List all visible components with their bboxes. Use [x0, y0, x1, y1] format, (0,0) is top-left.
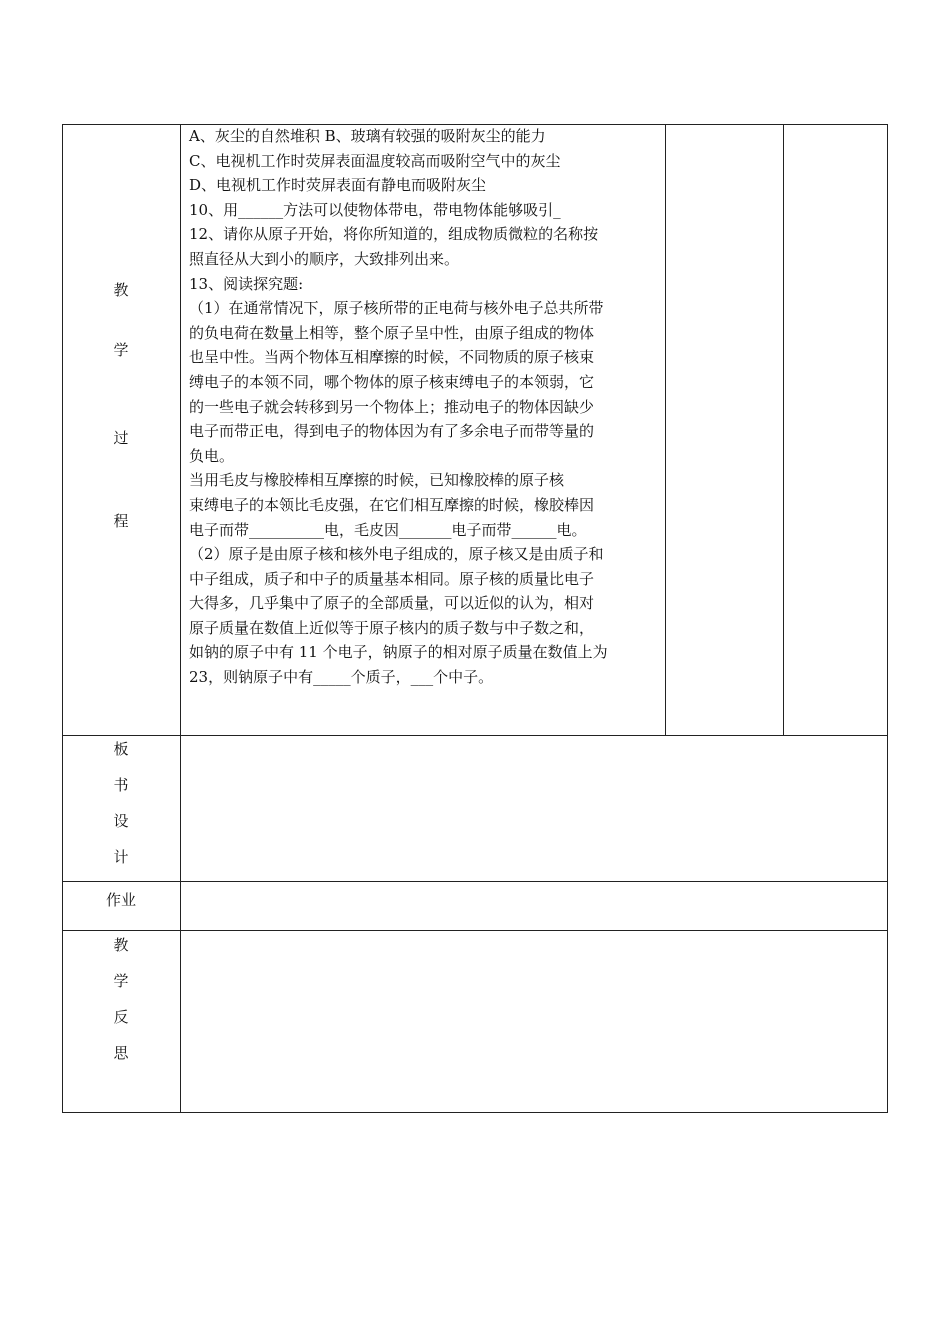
board-label-char-4: 计: [113, 848, 129, 866]
table-divider-homework: [62, 930, 888, 931]
process-label-char-1: 教: [113, 281, 129, 299]
table-border-bottom: [62, 1112, 888, 1113]
content-line-18: （2）原子是由原子核和核外电子组成的，原子核又是由质子和: [189, 545, 604, 564]
table-border-right: [887, 124, 888, 1113]
content-line-4: 10、用______方法可以使物体带电，带电物体能够吸引_: [189, 200, 561, 219]
reflection-label-char-2: 学: [113, 972, 129, 990]
content-line-11: 缚电子的本领不同，哪个物体的原子核束缚电子的本领弱，它: [189, 372, 595, 391]
reflection-label-char-4: 思: [113, 1044, 129, 1062]
process-label-char-2: 学: [113, 341, 129, 359]
content-line-13: 电子而带正电，得到电子的物体因为有了多余电子而带等量的: [189, 422, 595, 441]
table-label-column-divider: [180, 124, 181, 1113]
reflection-label-char-1: 教: [113, 936, 129, 954]
content-line-8: （1）在通常情况下，原子核所带的正电荷与核外电子总共所带: [189, 299, 604, 318]
board-label-char-3: 设: [113, 812, 129, 830]
process-content: [189, 124, 667, 690]
content-line-16: 束缚电子的本领比毛皮强，在它们相互摩擦的时候，橡胶棒因: [189, 495, 595, 514]
content-line-10: 也呈中性。当两个物体互相摩擦的时候，不同物质的原子核束: [189, 348, 595, 367]
content-line-7: 13、阅读探究题:: [189, 274, 304, 293]
content-line-23: 23，则钠原子中有_____个质子，___个中子。: [189, 668, 494, 687]
table-border-left: [62, 124, 63, 1113]
content-line-3: D、电视机工作时荧屏表面有静电而吸附灰尘: [189, 176, 487, 195]
content-line-1: A、灰尘的自然堆积 B、玻璃有较强的吸附灰尘的能力: [189, 127, 546, 145]
board-label-char-1: 板: [113, 740, 129, 758]
lesson-plan-table: [62, 124, 888, 1113]
content-line-14: 负电。: [189, 446, 235, 465]
content-line-5: 12、请你从原子开始，将你所知道的，组成物质微粒的名称按: [189, 225, 599, 244]
content-line-20: 大得多，几乎集中了原子的全部质量，可以近似的认为，相对: [189, 594, 595, 613]
reflection-label-char-3: 反: [113, 1008, 129, 1026]
content-line-22: 如钠的原子中有 11 个电子，钠原子的相对原子质量在数值上为: [189, 643, 608, 662]
content-line-21: 原子质量在数值上近似等于原子核内的质子数与中子数之和，: [189, 618, 595, 637]
content-line-19: 中子组成，质子和中子的质量基本相同。原子核的质量比电子: [189, 569, 595, 588]
content-line-6: 照直径从大到小的顺序，大致排列出来。: [189, 249, 460, 268]
content-line-12: 的一些电子就会转移到另一个物体上；推动电子的物体因缺少: [189, 397, 595, 416]
content-line-15: 当用毛皮与橡胶棒相互摩擦的时候，已知橡胶棒的原子核: [189, 471, 565, 490]
content-line-17: 电子而带__________电，毛皮因_______电子而带______电。: [189, 520, 587, 539]
table-divider-board: [62, 881, 888, 882]
table-notes-column-divider-2: [783, 124, 784, 735]
process-label-char-3: 过: [113, 429, 129, 447]
table-divider-process: [62, 735, 888, 736]
content-line-2: C、电视机工作时荧屏表面温度较高而吸附空气中的灰尘: [189, 151, 561, 170]
board-label-char-2: 书: [113, 776, 129, 794]
homework-label: 作业: [105, 891, 136, 909]
process-label-char-4: 程: [113, 512, 129, 530]
content-line-9: 的负电荷在数量上相等，整个原子呈中性，由原子组成的物体: [189, 323, 595, 342]
